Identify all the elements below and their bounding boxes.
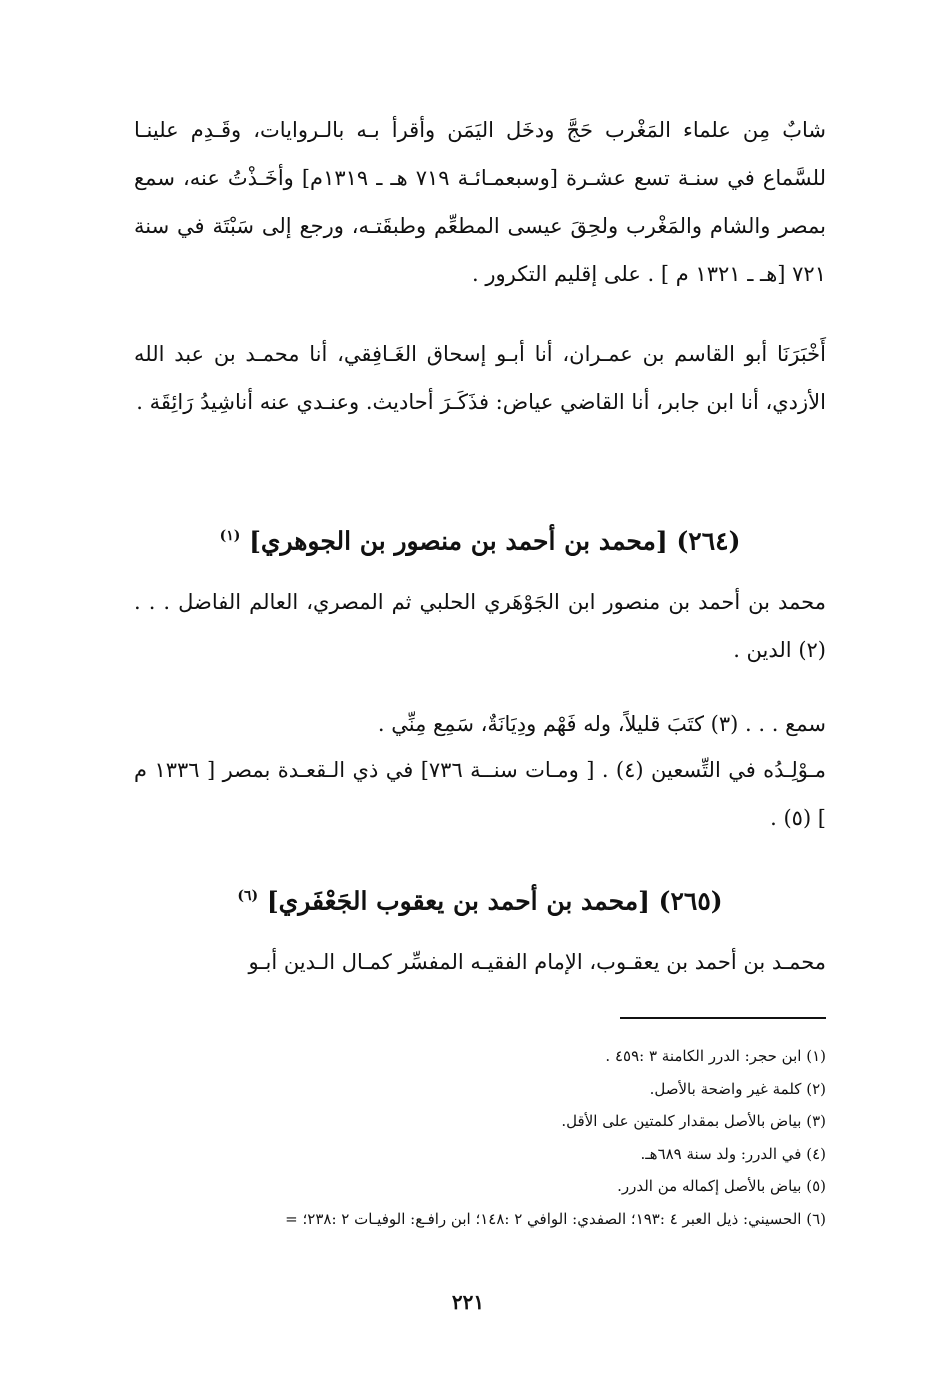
entry-265-paragraph-1 [134,938,826,986]
heading-text: (٢٦٤) [محمد بن أحمد بن منصور بن الجوهري] [249,526,741,556]
page-number: ٢٢١ [451,1290,485,1314]
paragraph-text: شابٌ مِن علماء المَغْرب حَجَّ ودخَل اليَمَن وأقرأ بـه بالـروايات، وقَـدِم علينـا للسَّماع في سنـة تسع عشـرة [وسبعمـائـة ٧١٩ هـ ـ ١٣١٩م] وأخَـذْتُ عنه، سمع بمصر والشام والمَغْرب ولحِقَ عيسى المطعِّم وطبقَتـه، ورجع إلى سَبْتَة في سنة ٧٢١ [هـ ـ ١٣٢١ م ] . على إقليم التكرور . [134,118,826,286]
entry-264-heading [134,516,826,561]
footnote-2: (٢) كلمة غير واضحة بالأصل. [649,1079,826,1098]
footnote-3: (٣) بياض بالأصل بمقدار كلمتين على الأقل. [561,1112,826,1130]
paragraph-text: أَخْبَرَنَا أبو القاسم بن عمـران، أنا أبـو إسحاق الغَـافِقي، أنا محمـد بن عبد الله الأزدي، أنا ابن جابر، أنا القاضي عياض: فذَكَـرَ أحاديث. وعنـدي عنه أناشِيدُ رَائِقَة . [134,342,826,414]
footnotes [110,1040,826,1235]
paragraph-text: محمـد بن أحمد بن يعقـوب، الإمام الفقيـه المفسِّر كمـال الـدين أبـو [248,950,826,974]
intro-paragraph-1 [134,106,826,298]
paragraph-text: مـوْلِـدُه في التِّسعين (٤) . [ ومـات سنــة ٧٣٦] في ذي الـقعـدة بمصر [ ١٣٣٦ م ] (٥) . [134,758,826,830]
intro-paragraph-2 [134,330,826,426]
entry-264-paragraph-2 [134,746,826,842]
footnote-ref: (٦) [237,888,259,904]
paragraph-text: محمد بن أحمد بن منصور ابن الجَوْهَري الحلبي ثم المصري، العالم الفاضل . . . (٢) الدين . [134,590,826,662]
entry-264-paragraph-1 [134,578,826,674]
footnote-5: (٥) بياض بالأصل إكماله من الدرر. [617,1177,826,1195]
footnote-separator [620,1017,826,1019]
entry-264-line [134,700,826,748]
footnote-1: (١) ابن حجر: الدرر الكامنة ٣ :٤٥٩ . [605,1047,826,1065]
footnote-ref: (١) [219,528,241,544]
heading-text: (٢٦٥) [محمد بن أحمد بن يعقوب الجَعْفَري] [266,886,723,916]
footnote-6: (٦) الحسيني: ذيل العبر ٤ :١٩٣؛ الصفدي: الوافي ٢ :١٤٨؛ ابن رافـع: الوفيـات ٢ :٢٣٨؛ = [285,1209,826,1228]
footnote-4: (٤) في الدرر: ولد سنة ٦٨٩هـ. [640,1144,826,1163]
paragraph-text: سمع . . . (٣) كتَبَ قليلاً، وله فَهْم ودِيَانَةٌ، سَمِع مِنِّي . [377,712,826,736]
entry-265-heading [134,876,826,921]
